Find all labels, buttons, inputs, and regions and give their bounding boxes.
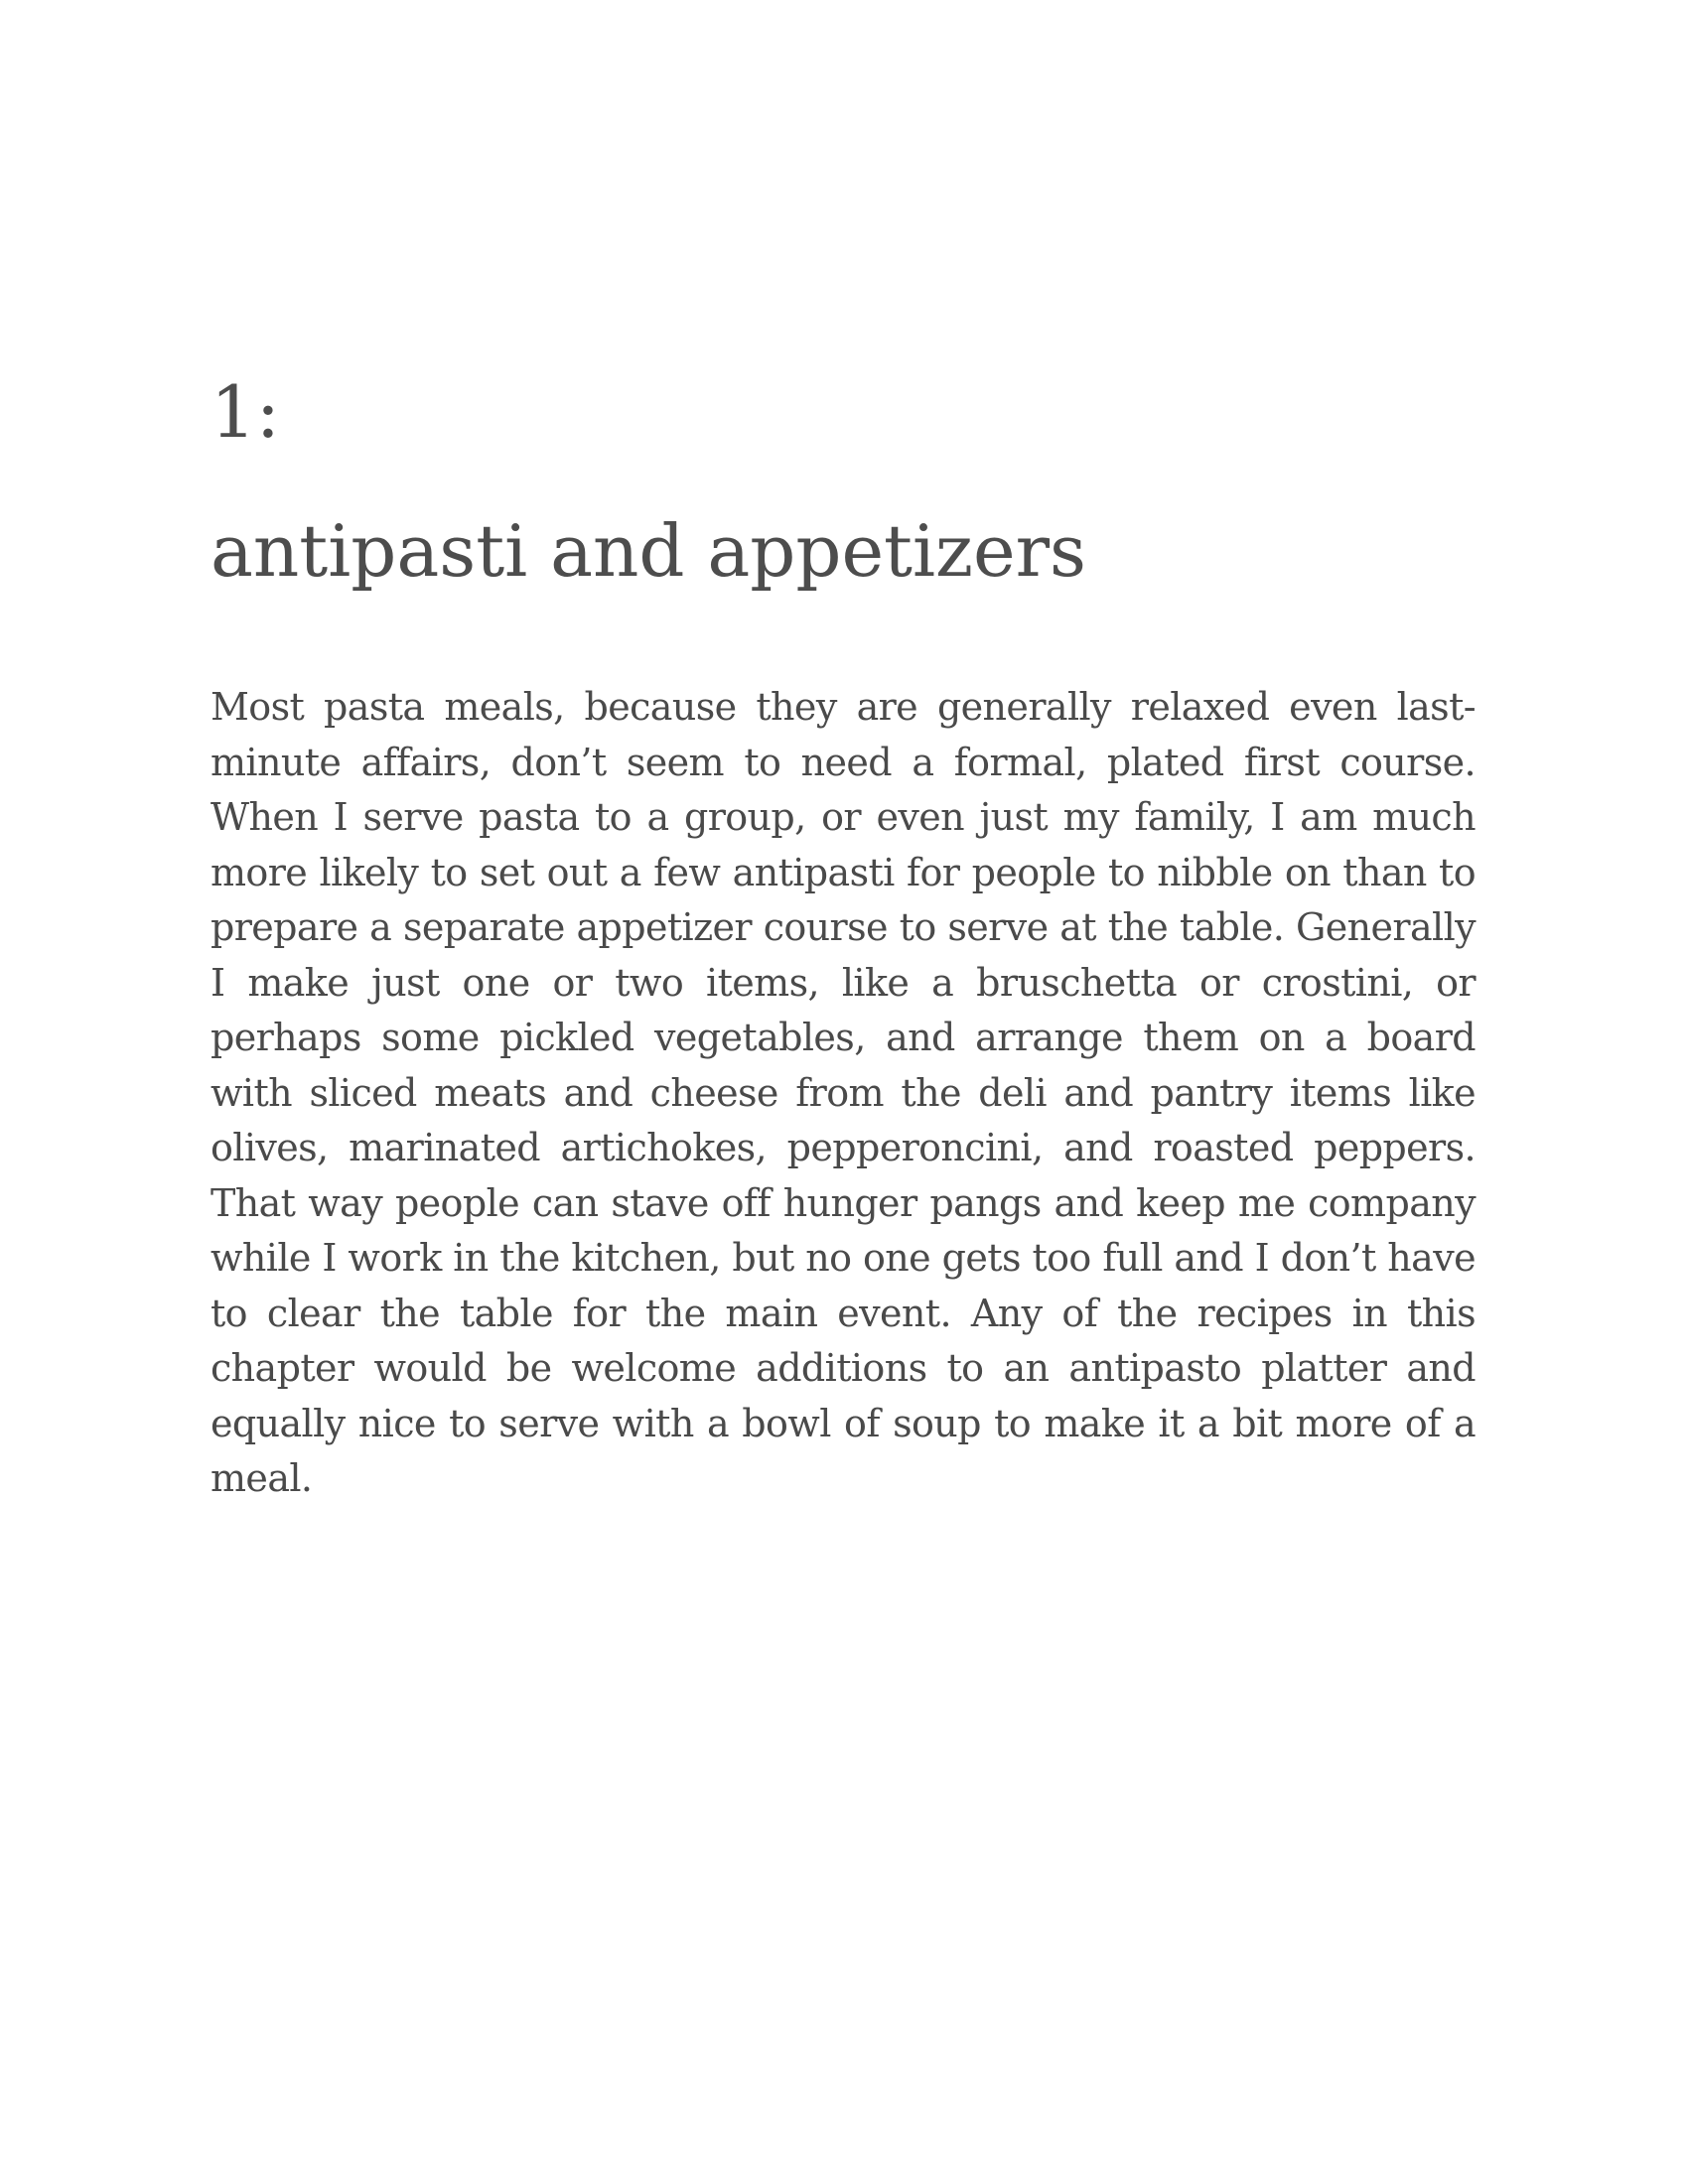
chapter-intro-paragraph: Most pasta meals, because they are generally relaxed even last-minute affairs, don’t seem to need a formal, plated first course. When I serve pasta to a group, or even just my family, I am much more likely to set out a few antipasti for people to nibble on than to prepare a separate appetizer course to serve at the table. Generally I make just one or two items, like a bruschetta or crostini, or perhaps some pickled vegetables, and arrange them on a board with sliced meats and cheese from the deli and pantry items like olives, marinated artichokes, pepperoncini, and roasted peppers. That way people can stave off hunger pangs and keep me company while I work in the kitchen, but no one gets too full and I don’t have to clear the table for the main event. Any of the recipes in this chapter would be welcome additions to an antipasto platter and equally nice to serve with a bowl of soup to make it a bit more of a meal. <box>211 685 1476 1500</box>
chapter-title: antipasti and appetizers <box>211 509 1086 593</box>
chapter-number: 1: <box>211 370 281 454</box>
